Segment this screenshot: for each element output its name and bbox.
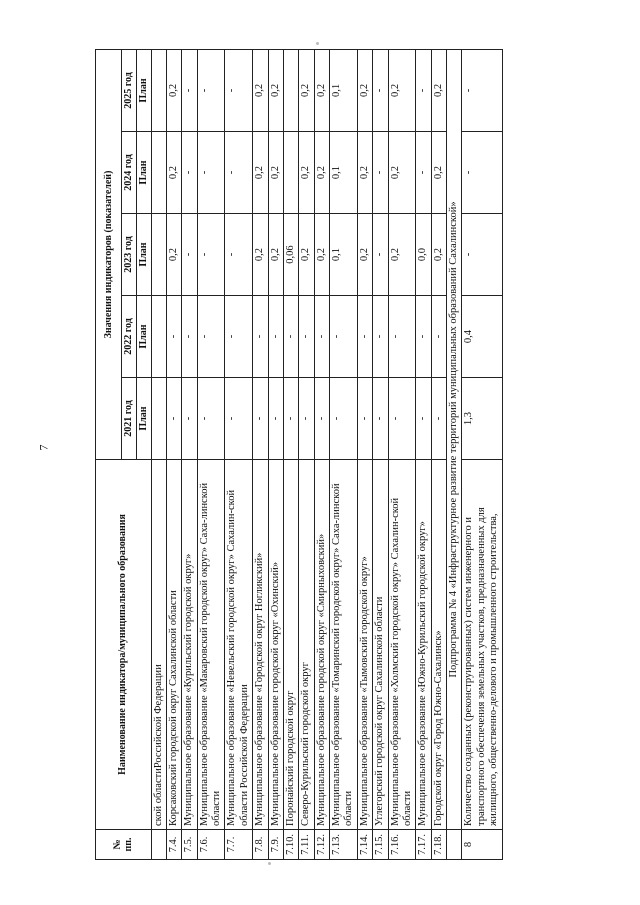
row-name: Муниципальное образование «Томаринский городской округ» Саха-линской области bbox=[330, 460, 358, 830]
row-number: 7.14. bbox=[357, 830, 372, 860]
row-value: - bbox=[166, 378, 181, 460]
row-value: 0,2 bbox=[253, 132, 268, 214]
row-value: - bbox=[283, 378, 298, 460]
row-value: 0,2 bbox=[268, 214, 283, 296]
row-name: Северо-Курильский городской округ bbox=[299, 460, 314, 830]
row-value: - bbox=[416, 132, 431, 214]
row-name: Корсаковский городской округ Сахалинской области bbox=[166, 460, 181, 830]
row-value: - bbox=[373, 378, 388, 460]
row-value: - bbox=[388, 378, 416, 460]
row-value: - bbox=[416, 378, 431, 460]
row-value: - bbox=[431, 378, 446, 460]
row-value: 0,2 bbox=[299, 49, 314, 131]
row-name: Углегорский городской округ Сахалинской области bbox=[373, 460, 388, 830]
header-plan: План bbox=[136, 378, 151, 460]
row-value: - bbox=[166, 296, 181, 378]
row-value: 0,2 bbox=[268, 132, 283, 214]
row-number: 8 bbox=[462, 830, 502, 860]
row-name: Муниципальное образование «Городской округ Ногликский» bbox=[253, 460, 268, 830]
row-value: 0,2 bbox=[314, 49, 329, 131]
row-value: - bbox=[197, 378, 225, 460]
row-number: 7.4. bbox=[166, 830, 181, 860]
row-value: - bbox=[431, 296, 446, 378]
row-value: - bbox=[182, 49, 197, 131]
table-row bbox=[268, 49, 283, 859]
row-value: 0,2 bbox=[314, 214, 329, 296]
table-row bbox=[416, 49, 431, 859]
header-plan: План bbox=[136, 49, 151, 131]
table-row bbox=[388, 49, 416, 859]
row-number: 7.9. bbox=[268, 830, 283, 860]
row-value: - bbox=[197, 49, 225, 131]
row-value: - bbox=[388, 296, 416, 378]
header-year: 2021 год bbox=[122, 378, 137, 460]
row-value bbox=[151, 296, 166, 378]
row-value: - bbox=[197, 214, 225, 296]
row-number: 7.15. bbox=[373, 830, 388, 860]
row-value: 0,2 bbox=[388, 49, 416, 131]
table-row bbox=[225, 49, 253, 859]
row-number: 7.11. bbox=[299, 830, 314, 860]
row-value: - bbox=[225, 49, 253, 131]
table-row bbox=[253, 49, 268, 859]
row-number: 7.16. bbox=[388, 830, 416, 860]
row-value: 0,2 bbox=[431, 49, 446, 131]
row-value: - bbox=[416, 49, 431, 131]
row-name: Муниципальное образование «Макаровский городской округ» Саха-линской области bbox=[197, 460, 225, 830]
row-value: - bbox=[268, 296, 283, 378]
table-row bbox=[431, 49, 446, 859]
row-name: Поронайский городской округ bbox=[283, 460, 298, 830]
row-value: 0,2 bbox=[268, 49, 283, 131]
row-value: - bbox=[373, 296, 388, 378]
row-value: 0,2 bbox=[357, 132, 372, 214]
row-value: - bbox=[357, 378, 372, 460]
table-row bbox=[182, 49, 197, 859]
table-row bbox=[299, 49, 314, 859]
row-value: 0,2 bbox=[388, 132, 416, 214]
row-value bbox=[283, 49, 298, 131]
row-value: - bbox=[253, 296, 268, 378]
row-value: - bbox=[462, 132, 502, 214]
row-number: 7.7. bbox=[225, 830, 253, 860]
row-value: - bbox=[197, 296, 225, 378]
row-value bbox=[151, 214, 166, 296]
row-value: 0,1 bbox=[330, 49, 358, 131]
row-value: - bbox=[197, 132, 225, 214]
table-row bbox=[166, 49, 181, 859]
table-row bbox=[151, 49, 166, 859]
row-value bbox=[151, 378, 166, 460]
scan-speck bbox=[268, 862, 271, 865]
row-value: - bbox=[225, 214, 253, 296]
row-value: 0,2 bbox=[431, 214, 446, 296]
row-value: 0,2 bbox=[253, 49, 268, 131]
row-value: - bbox=[373, 49, 388, 131]
header-num: № пп. bbox=[96, 830, 152, 860]
table-row bbox=[197, 49, 225, 859]
row-value: 0,2 bbox=[431, 132, 446, 214]
table-row bbox=[357, 49, 372, 859]
row-value: 0,4 bbox=[462, 296, 502, 378]
header-plan: План bbox=[136, 214, 151, 296]
row-value: - bbox=[182, 214, 197, 296]
row-value: - bbox=[253, 378, 268, 460]
row-value: 1,3 bbox=[462, 378, 502, 460]
row-value: - bbox=[268, 378, 283, 460]
row-number: 7.5. bbox=[182, 830, 197, 860]
row-value: - bbox=[225, 132, 253, 214]
row-name: ской областиРоссийской Федерации bbox=[151, 460, 166, 830]
row-name: Муниципальное образование «Курильский городской округ» bbox=[182, 460, 197, 830]
row-name: Муниципальное образование «Южно-Курильский городской округ» bbox=[416, 460, 431, 830]
page-number: 7 bbox=[36, 444, 51, 451]
table-row bbox=[330, 49, 358, 859]
row-name: Муниципальное образование «Невельский городской округ» Сахалин-ской области Российской Федерации bbox=[225, 460, 253, 830]
row-name: Муниципальное образование «Тымовский городской округ» bbox=[357, 460, 372, 830]
row-value: 0,2 bbox=[166, 132, 181, 214]
indicators-table bbox=[95, 49, 503, 860]
row-name: Городской округ «Город Южно-Сахалинск» bbox=[431, 460, 446, 830]
row-value: - bbox=[299, 378, 314, 460]
row-value: - bbox=[462, 49, 502, 131]
row-value: 0,2 bbox=[357, 49, 372, 131]
row-value: - bbox=[357, 296, 372, 378]
row-number: 7.6. bbox=[197, 830, 225, 860]
row-number: 7.18. bbox=[431, 830, 446, 860]
row-value: 0,1 bbox=[330, 214, 358, 296]
table-row bbox=[373, 49, 388, 859]
row-value: - bbox=[462, 214, 502, 296]
row-number: 7.17. bbox=[416, 830, 431, 860]
row-name: Количество созданных (реконструированных) систем инженерного и транспортного обеспечения земельных участков, предназначенных для жилищного, общественно-делового и промышленного строительства, bbox=[462, 460, 502, 830]
row-value: - bbox=[182, 132, 197, 214]
row-name: Муниципальное образование городской округ «Смирныховский» bbox=[314, 460, 329, 830]
row-value bbox=[151, 132, 166, 214]
rotated-page bbox=[95, 50, 615, 860]
table-row bbox=[283, 49, 298, 859]
row-value: 0,06 bbox=[283, 214, 298, 296]
header-year: 2023 год bbox=[122, 214, 137, 296]
row-number: 7.8. bbox=[253, 830, 268, 860]
row-value: 0,2 bbox=[253, 214, 268, 296]
row-value: 0,1 bbox=[330, 132, 358, 214]
header-values-group: Значения индикаторов (показателей) bbox=[96, 49, 122, 459]
row-value bbox=[151, 49, 166, 131]
row-value: - bbox=[182, 378, 197, 460]
row-value: - bbox=[182, 296, 197, 378]
row-value: 0,0 bbox=[416, 214, 431, 296]
subprogram-title: Подпрограмма № 4 «Инфраструктурное развитие территорий муниципальных образований Сахалинской» bbox=[447, 49, 462, 829]
subprogram-num-cell bbox=[447, 830, 462, 860]
table-body bbox=[151, 49, 447, 859]
row-value: 0,2 bbox=[166, 49, 181, 131]
row-value: 0,2 bbox=[299, 214, 314, 296]
row-value: - bbox=[299, 296, 314, 378]
row-value: - bbox=[283, 296, 298, 378]
row-value: - bbox=[314, 378, 329, 460]
table-row bbox=[314, 49, 329, 859]
header-year: 2025 год bbox=[122, 49, 137, 131]
header-name: Наименование индикатора/муниципального образования bbox=[96, 460, 152, 830]
row-name: Муниципальное образование городской округ «Охинский» bbox=[268, 460, 283, 830]
row-value: 0,2 bbox=[299, 132, 314, 214]
row-value: 0,2 bbox=[166, 214, 181, 296]
row-value: - bbox=[314, 296, 329, 378]
row-number: 7.10. bbox=[283, 830, 298, 860]
row-number: 7.13. bbox=[330, 830, 358, 860]
row-value: - bbox=[330, 378, 358, 460]
row-number: 7.12. bbox=[314, 830, 329, 860]
header-year: 2024 год bbox=[122, 132, 137, 214]
row-value: - bbox=[373, 132, 388, 214]
row-number bbox=[151, 830, 166, 860]
row-value: - bbox=[416, 296, 431, 378]
row-value bbox=[283, 132, 298, 214]
row-value: - bbox=[225, 296, 253, 378]
row-value: 0,2 bbox=[314, 132, 329, 214]
row-value: - bbox=[225, 378, 253, 460]
header-plan: План bbox=[136, 132, 151, 214]
row-value: - bbox=[373, 214, 388, 296]
row-value: - bbox=[330, 296, 358, 378]
row-value: 0,2 bbox=[388, 214, 416, 296]
header-year: 2022 год bbox=[122, 296, 137, 378]
header-plan: План bbox=[136, 296, 151, 378]
row-value: 0,2 bbox=[357, 214, 372, 296]
row-name: Муниципальное образование «Холмский городской округ» Сахалин-ской области bbox=[388, 460, 416, 830]
scan-speck bbox=[316, 42, 319, 45]
